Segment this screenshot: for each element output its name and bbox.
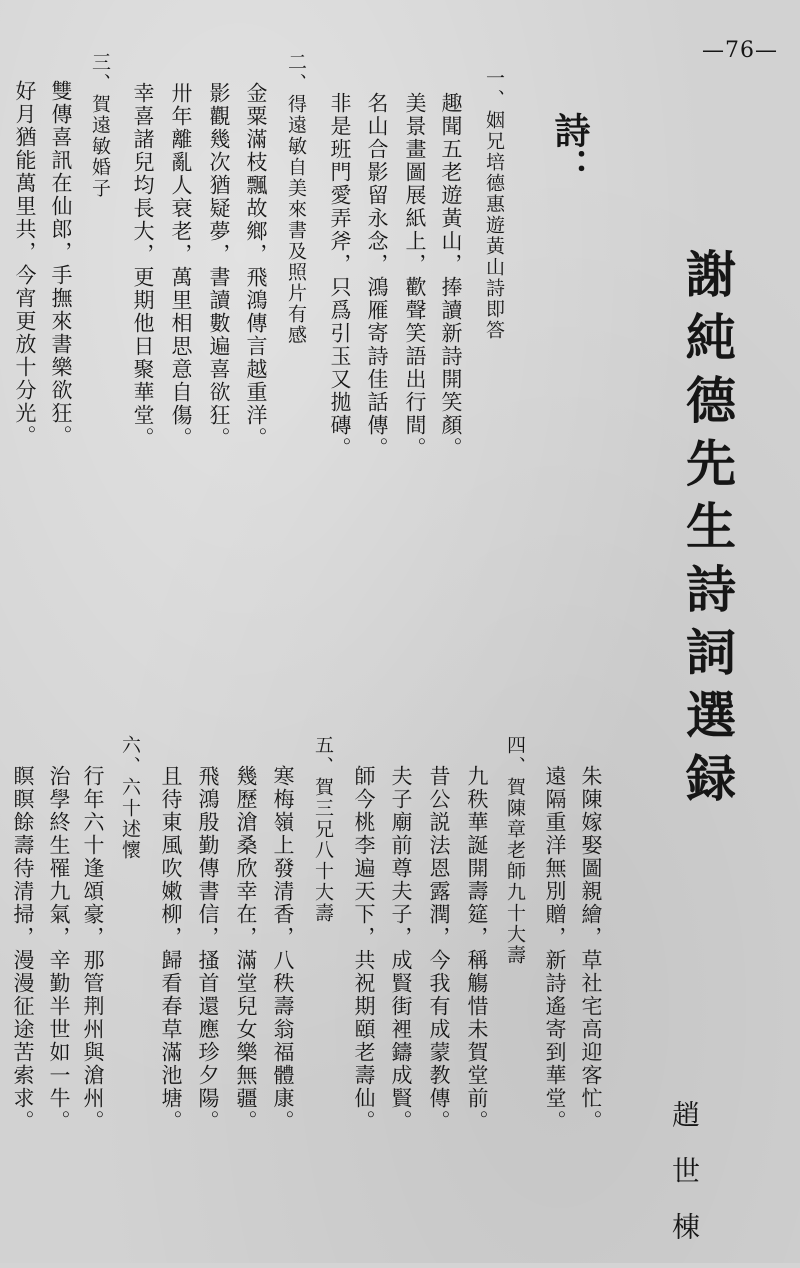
poem-line: 雙傳喜訊在仙郎，手撫來書樂欲狂。 [49,80,73,448]
poem-line: 飛鴻殷勤傳書信，搔首還應珍夕陽。 [196,765,220,1133]
poem-line: 夫子廟前尊夫子，成賢街裡鑄成賢。 [389,765,413,1133]
poem-line: 九秩華誕開壽筵，稱觴惜未賀堂前。 [465,765,489,1133]
poem-line: 治學終生罹九氣，辛勤半世如一牛。 [47,765,71,1133]
poem-heading: 一、姻兄培德惠遊黃山詩即答 [483,68,505,341]
poem-line: 行年六十逢頌豪，那管荆州與滄州。 [81,765,105,1133]
poem-line: 名山合影留永念，鴻雁寄詩佳話傳。 [365,92,389,460]
poem-line: 影觀幾次猶疑夢，書讀數遍喜欲狂。 [207,82,231,450]
poem-heading: 三、賀遠敏婚子 [89,52,111,199]
poem-heading: 四、賀陳章老師九十大壽 [504,735,526,966]
poem-line: 遠隔重洋無別贈，新詩遙寄到華堂。 [543,765,567,1133]
poem-line: 幸喜諸兒均長大，更期他日聚華堂。 [131,82,155,450]
poem-line: 美景畫圖展紙上，歡聲笑語出行間。 [403,92,427,460]
author-name: 趙世棟 [668,1100,701,1268]
page-number: —76— [702,38,778,63]
poem-line: 寒梅嶺上發清香，八秩壽翁福體康。 [271,765,295,1133]
section-label-poems: 詩： [549,112,591,184]
poem-line: 且待東風吹嫩柳，歸看春草滿池塘。 [159,765,183,1133]
poem-heading: 五、賀三兄八十大壽 [312,735,334,924]
poem-line: 幾歷滄桑欣幸在，滿堂兒女樂無疆。 [234,765,258,1133]
poem-line: 好月猶能萬里共，今宵更放十分光。 [13,80,37,448]
poem-heading: 二、得遠敏自美來書及照片有感 [285,52,307,346]
poem-line: 瞑瞑餘壽待清掃，漫漫征途苦索求。 [11,765,35,1133]
poem-line: 師今桃李遍天下，共祝期頤老壽仙。 [352,765,376,1133]
document-title: 謝純德先生詩詞選録 [678,248,737,815]
poem-line: 趣聞五老遊黃山，捧讀新詩開笑顏。 [439,92,463,460]
poem-heading: 六、六十述懷 [119,735,141,861]
poem-line: 昔公説法恩露潤，今我有成蒙教傳。 [427,765,451,1133]
poem-line: 卅年離亂人衰老，萬里相思意自傷。 [169,82,193,450]
poem-line: 金粟滿枝飄故鄉，飛鴻傳言越重洋。 [244,82,268,450]
poem-line: 非是班門愛弄斧，只爲引玉又拋磚。 [328,92,352,460]
poem-line: 朱陳嫁娶圖親繪，草社宅高迎客忙。 [579,765,603,1133]
